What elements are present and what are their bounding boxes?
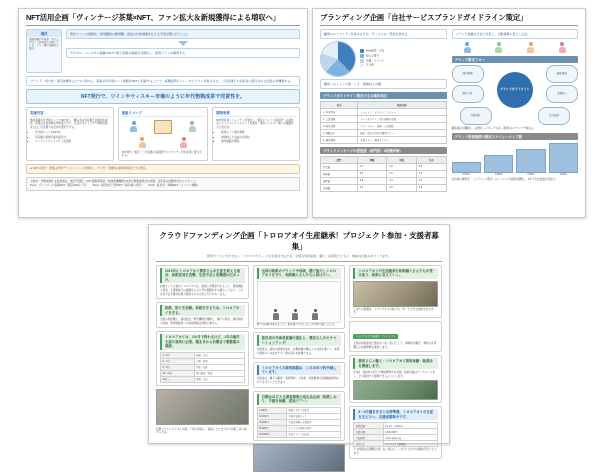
- photo-workshop: [253, 444, 346, 472]
- table-header: 部門: [321, 156, 358, 163]
- column-implementation: [26, 107, 114, 161]
- pie-chart-block: [320, 41, 447, 77]
- table-row: 3,000円 和紙しおり＋お礼状: [257, 407, 341, 413]
- table-row: 4. 体験設計 接客・問合せ対応の標準フロー: [321, 129, 447, 136]
- cf-box-craft: [349, 265, 442, 318]
- table-title: ブランドガイドライン策定の主な検討項目: [320, 92, 447, 99]
- cf-box-heading: トロロアオイは、3カ月で終わるけど、1年の歳月を経た栽培に必要。種まきから収穫まで農繁期の連続。: [160, 334, 245, 349]
- scheme-caption: NFT発行／販売／二次流通の各段階でロイヤリティが生産者に還元される。: [121, 150, 202, 158]
- footer-item: Tier1：ヴィンテージ茶葉NFT（限定100口／年）: [30, 184, 89, 188]
- column-effect-heading: 期待効果: [216, 110, 296, 117]
- left-lead-text: 顧客のロイヤリティを高めるため、サービスの一貫性を高める。: [320, 29, 447, 39]
- cf-box-body: 粘剤として必須のトロロアオイは、栽培に手間がかかるうえ、買取価格も低迷。主要産地では高齢化により作付面積が年々縮小しており、このままでは手漉き和紙の製造そのものが立ち行かなくなる。: [160, 285, 243, 296]
- cf-column-2: [253, 265, 346, 472]
- scheme-diagram-2: [122, 137, 204, 148]
- list-item: • 新規ファン層の獲得: [221, 131, 296, 135]
- cf-box-heading: トロロアオイの生産継承を和紙職人さんたちが受け取り、和紙に変えていく。: [353, 268, 438, 279]
- bar-chart-labels: [452, 174, 579, 176]
- headline-banner: NFT発行で、ワインやウィスキー市場のように年代物熟成茶で売買性を。: [26, 89, 300, 104]
- illustration-field-work: [257, 281, 342, 323]
- table-row: 目標金額 3,000,000円: [354, 429, 438, 435]
- bottom-note: 社内向け説明会・ハンドブック配布・eラーニングを順次展開し、1年で全社浸透を目指す。: [451, 178, 558, 182]
- table-row: 3. 視覚表現 ロゴ・カラー・書体・余白規定: [321, 122, 447, 129]
- branding-left-column: [320, 29, 447, 192]
- photo-caption: 収穫したトロロアオイの根。丁寧に洗浄し、産地ごとに仕分けて和紙工房へ届けられる。: [156, 427, 247, 435]
- table-row: 店舗部 4.3 4.0 3.8: [321, 184, 447, 191]
- person-icon: [292, 309, 298, 320]
- cf-box-body: 全国の和紙職人・産地組合・研究機関が連携し、種子の保存、栽培技術の記録、新規就農者への技術移転を同時に進める。: [160, 317, 243, 325]
- document-branding-plan[interactable]: [312, 8, 586, 218]
- solution-band: デジタル・フィジカル連携×NFTで希少茶葉の価値を可視化し、新規ファンを獲得する: [66, 48, 300, 58]
- person-icon: [495, 42, 502, 53]
- cf-column-3: [349, 265, 442, 472]
- status-label: 現状: [27, 30, 61, 37]
- document-crowdfunding-plan[interactable]: [148, 224, 450, 455]
- column-implementation-body: 熟成茶葉を年代別ロットでNFT化し、購入者は所有権と引換券を保有。保管は生産者側の専用蔵で行い、任意のタイミングで現物受取または二次流通での売却が選択できる。: [30, 118, 108, 129]
- arrow-down-icon: [178, 41, 188, 46]
- axis-tick: STEP4: [559, 174, 567, 177]
- cf-footnote: ※ 支援金は目標額に達しない場合も、いただいた分で計画を実行いたします。: [353, 448, 438, 455]
- legend-label: Web検索・広告: [366, 50, 385, 54]
- cf-box-usage: [253, 362, 346, 388]
- column-effect-points: [216, 131, 296, 143]
- scheme-diagram: [122, 120, 204, 134]
- person-icon: [139, 137, 146, 148]
- flow-node: 理念整理: [452, 65, 484, 83]
- table-row: 50,000円 オリジナル和紙の制作: [257, 425, 341, 431]
- column-effect-body: NFT保有者コミュニティを形成し、限定イベントや蔵見学への招待などファンエンゲージメントを強化。海外コレクター層への販路拡大も見込む。: [216, 118, 294, 129]
- branding-right-column: [452, 29, 579, 192]
- bar-chart: [452, 143, 579, 173]
- cf-box-network: [253, 265, 346, 329]
- table2-title: ブランドメッセージの浸透度（部門別・5段階評価）: [320, 147, 447, 154]
- sketch-caption: 畑での収穫作業のようす。根を傷つけないよう手作業で掘り上げる。: [256, 322, 337, 326]
- cf-box-heading: 目標は21万人支援者募集の返礼品企画（和紙しおり、手漉き体験、産地ツアー）: [257, 394, 342, 405]
- cf-box-body: 支援者は、栽培の現場を訪ね、収穫体験や職人との交流を通じて、和紙の素材から完成までの一連の流れを体験できる。: [256, 348, 340, 355]
- person-icon: [527, 42, 534, 53]
- table-row: 5. 運用管理 承認フロー、更新サイクル: [321, 136, 447, 143]
- table-row: 1. 基本理念 ミッション／ビジョン／バリュー: [321, 108, 447, 115]
- package-icon: [154, 120, 172, 134]
- person-icon: [273, 309, 279, 320]
- cf-box-purpose: [156, 302, 249, 328]
- table-row: 10,000円 手漉き和紙セット: [257, 413, 341, 419]
- flow-node: 行動指針: [460, 107, 492, 125]
- flow-node: 表現統一: [546, 85, 578, 103]
- cf-box-heading: 5・6月播きまきと出荷準備、トロロアオイの生産を支えたい。支援者募集中です。: [353, 409, 438, 420]
- table-row: 募集期間 2月1日〜4月30日: [354, 423, 438, 429]
- flow-node: 社内浸透: [538, 107, 570, 125]
- legend-label: 店頭・イベント: [366, 59, 385, 63]
- footer-item: Tier3：蔵見学・体験NFT（イベント連動）: [148, 184, 200, 188]
- person-icon: [312, 309, 318, 320]
- table-row: 8〜9月 開花・摘花: [161, 364, 245, 370]
- list-item: • 年代別ロットをNFT化: [35, 131, 110, 135]
- issue-solution-column: [66, 29, 300, 73]
- bar: [484, 155, 513, 177]
- photo-caption: 工房での紙漉き。トロロアオイの粘りが、均一で丈夫な和紙を生み出す。: [353, 307, 434, 315]
- table-header: 区分: [321, 101, 358, 108]
- table-row: 100,000円 産地ツアー＋記念品: [257, 431, 341, 437]
- person-icon: [180, 137, 187, 148]
- table-header: 理解: [357, 156, 387, 163]
- issue-band: 既存ファンの高齢化・新規顧客の獲得難。商品の付加価値を伝える手段が限られている。: [66, 29, 300, 39]
- nft-three-columns: [26, 107, 300, 161]
- table-header: 検討内容: [358, 101, 446, 108]
- photo-papermaking: [353, 281, 438, 307]
- person-icon: [464, 42, 471, 53]
- flow-node: 競合分析: [452, 85, 484, 103]
- column-scheme-heading: 座組イメージ: [122, 110, 204, 117]
- axis-tick: STEP1: [462, 174, 470, 177]
- cf-box-heading: トロロアオイの栽培面積は、この10年で約半減しています。: [257, 365, 342, 376]
- bar: [452, 162, 481, 173]
- legend-label: 知人の紹介: [366, 54, 379, 58]
- cf-box-heading: 和紙、粘り生命線。和紙を守るため、トロロアオイを守る。: [160, 305, 245, 316]
- page-title: NFT活用企画「ヴィンテージ茶葉×NFT、ファン拡大＆新規獲得による増収へ」: [26, 14, 300, 26]
- table-row: 12月〜 貯蔵・出荷: [161, 376, 245, 382]
- rewards-table: [257, 407, 342, 438]
- project-info-table: [353, 422, 438, 447]
- column-scheme: [118, 107, 208, 161]
- page-title: ブランディング企画「自社サービスブランドガイドライン策定」: [320, 14, 578, 26]
- status-column: [26, 29, 62, 73]
- list-item: • 所有権と現物引換を紐付け: [35, 136, 110, 140]
- cf-box-背景: [156, 265, 249, 299]
- flow-label: ブランド策定フロー: [452, 56, 579, 63]
- flow-node: 顧客調査: [546, 65, 578, 83]
- cf-box-motivation: [253, 332, 346, 358]
- flow-caption: 顧客接点の棚卸し→言語化→ビジュアル化→運用の4ステップで進める。: [451, 126, 536, 130]
- bar-chart-title: ブランド浸透施策の想定スケジュールと工数: [452, 133, 579, 140]
- axis-tick: STEP2: [494, 174, 503, 177]
- person-icon: [559, 42, 566, 53]
- table-row: 4〜5月 播種・育苗: [161, 352, 245, 358]
- cf-box-project: [349, 321, 442, 352]
- column-implementation-heading: 実施内容: [30, 110, 110, 117]
- footer-item: Tier2：新茶先行予約NFT（毎年春に発行）: [92, 184, 145, 188]
- penetration-table: [320, 156, 447, 192]
- table-row: 実施場所 全国の和紙産地: [354, 435, 438, 441]
- pie-chart: [320, 41, 356, 77]
- cf-box-body: 全国の和紙産地と農家をつなぐ窓口として、事務局が種子・資材の共同購入と技術研修を運営します。: [353, 342, 437, 349]
- list-item: • マーケットプレイスで二次流通: [35, 140, 110, 144]
- flow-center-node: ブランドガイドライン: [497, 72, 533, 108]
- table-row: お問合せ プロジェクト事務局: [354, 441, 438, 447]
- photo-harvest: [156, 389, 249, 425]
- table-row: 6〜7月 定植・除草: [161, 358, 245, 364]
- people-row: [452, 42, 579, 53]
- note-box: ※ NFTの発行・管理は外部プラットフォームを利用し、ガス代・手数料は事務局負担とする想定。: [26, 164, 300, 174]
- footer-text: 【検討・実施体制】生産者組合、販売代理店、NFT基盤事業者、地域金融機関の4者で推進委員会を設置。初年度は試験発行からスタート。: [30, 179, 198, 183]
- cf-box-heading: 農家さんと職人・トロロアオイ栽培体験・勉強会を開催します。: [353, 358, 438, 369]
- cf-box-heading: 全国の和紙のブランドや地域、種で協力しトロロアオイを守り、和紙職人さんたちに届けたい。: [257, 268, 342, 279]
- cf-box-body: 年4回、産地持ち回りで現地研修会を実施。栽培記録はデータベース化し、どの産地でも参照できるようにします。: [353, 371, 436, 378]
- table-row: 2. 言語表現 トーン＆マナー、禁止表現の定義: [321, 115, 447, 122]
- cf-column-1: [156, 265, 249, 472]
- branding-columns: [320, 29, 578, 192]
- project-tag: トロロアオイ生産継承！プロジェクト: [355, 335, 396, 339]
- bar: [549, 143, 578, 177]
- document-nft-plan[interactable]: [18, 8, 308, 218]
- cf-box-calendar: [156, 331, 249, 385]
- table-row: 営業部 4.1 3.6 3.4: [321, 163, 447, 170]
- cf-box-rewards: [253, 391, 346, 441]
- cultivation-calendar-table: [160, 352, 245, 383]
- brand-flow-diagram: [452, 65, 579, 127]
- status-text: 高級茶葉の生産量・売り上げはここ数年減少が続いている。ファン層の高齢化も進む。: [29, 37, 60, 51]
- table-row: 30,000円 手漉き体験＋産地見学: [257, 419, 341, 425]
- footer-band: [26, 177, 300, 192]
- legend-label: その他: [366, 63, 374, 67]
- list-item: • 海外販路の開拓: [221, 140, 296, 144]
- page-subtitle: 和紙づくりに欠かせない「トロロアオイ」。その生産を守るため、全国の和紙産地・職人・応援者とともに、継承の仕組みをつくります。: [207, 254, 391, 258]
- page-title: クラウドファンディング企画「トロロアオイ生産継承！プロジェクト参加・支援者募集」: [159, 231, 439, 251]
- crowdfunding-columns: [156, 265, 442, 472]
- column-implementation-points: [30, 131, 110, 143]
- table-row: 10〜11月 根の掘取・洗浄: [161, 370, 245, 376]
- nft-top-row: [26, 29, 300, 73]
- person-icon: [189, 121, 196, 132]
- cf-box-recruit: [349, 406, 442, 458]
- axis-tick: STEP3: [527, 174, 535, 177]
- cf-box-heading: 2019年にトロロアオイ農家さんが生産を終える意向、和紙産地を直撃。生産不足に危機感が広がった。: [160, 268, 245, 283]
- bar: [516, 149, 545, 177]
- table-header: 共有: [416, 156, 446, 163]
- table-header: 実践: [387, 156, 417, 163]
- divider: [156, 261, 442, 262]
- checklist-table: [320, 101, 447, 144]
- table-row: 管理部 3.8 3.3 3.1: [321, 177, 447, 184]
- list-item: • 単価向上と収益の多角化: [221, 136, 296, 140]
- pie-legend: [360, 49, 384, 67]
- column-effect: [212, 107, 300, 161]
- left-second-lead: 顧客へのイメージ統一こそ、価値向上の鍵。: [320, 79, 447, 89]
- person-icon: [130, 121, 137, 132]
- right-lead-text: ブランド価値を全社で共有し、行動基準に落とし込む。: [452, 29, 579, 39]
- table-row: 開発部 3.5 3.2 3.0: [321, 170, 447, 177]
- cf-box-body: 支援金は、種子の確保・栽培資材・人件費・技術継承の記録映像制作にあてさせていただきます。: [256, 377, 340, 385]
- intro-note: ブランド・希少性・保有体験をひとつに束ねる。茶葉の年代別ロット情報をNFTに記録することで、真贋証明とトレーサビリティを両立させ、二次流通でも生産者に還元される仕組みを構築する。: [26, 76, 300, 86]
- photo-training: [353, 380, 438, 400]
- cf-box-events: [349, 355, 442, 403]
- cf-box-heading: 使用者の当事者意識の強化と、農家さんのモチベーションアップ！: [257, 335, 342, 346]
